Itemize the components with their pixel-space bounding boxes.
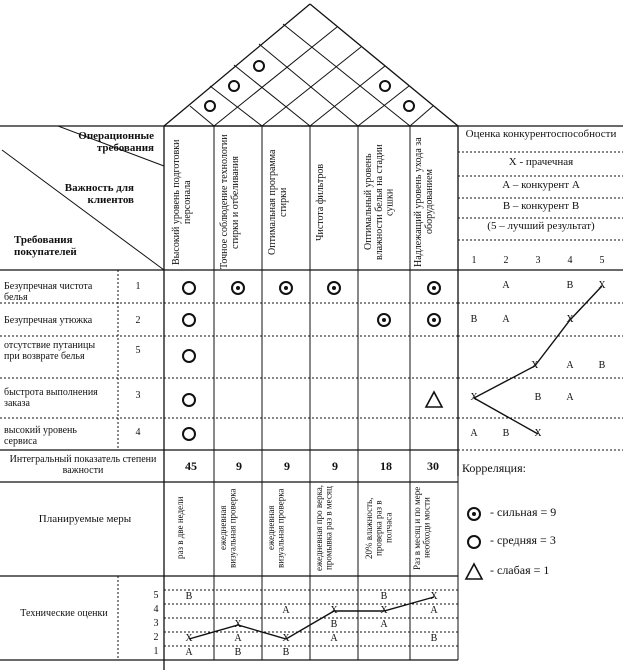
planned-measure-2: ежедневная визуальная проверка [218, 488, 238, 568]
strong-correlation-symbol [231, 281, 245, 295]
technical-mark: А [430, 605, 438, 616]
technical-scale-tick: 1 [153, 646, 159, 657]
scale-tick: 4 [567, 255, 573, 266]
competitiveness-mark: X [566, 314, 574, 325]
column-header-5: Оптимальный уровень влажности белья на стадии сушки [363, 144, 396, 260]
roof-correlation-symbol [253, 60, 265, 72]
legend-best-result: (5 – лучший результат) [487, 220, 595, 232]
roof-lattice-line [234, 65, 310, 126]
row-weight-2: 2 [135, 315, 141, 326]
integral-value-6: 30 [427, 459, 439, 473]
competitiveness-mark: В [534, 392, 542, 403]
roof-lattice-line [358, 86, 409, 126]
medium-correlation-symbol [182, 281, 196, 295]
legend-competitor-b: В – конкурент В [502, 200, 580, 212]
roof-correlation-symbol [228, 80, 240, 92]
technical-mark: А [330, 633, 338, 644]
legend-label: - средняя = 3 [490, 533, 556, 547]
column-header-4: Чистота фильтров [315, 163, 326, 241]
technical-mark: X [380, 605, 388, 616]
legend-strong-symbol [467, 507, 481, 521]
competitiveness-mark: А [566, 392, 574, 403]
strong-correlation-symbol [377, 313, 391, 327]
strong-correlation-symbol [427, 313, 441, 327]
legend-mid-symbol [467, 535, 481, 549]
planned-measure-6: Раз в месяц и по мере необходи мости [412, 486, 432, 570]
integral-label: Интегральный показатель степени важности [9, 454, 157, 476]
legend-laundry: X - прачечная [508, 156, 574, 168]
legend-label: - слабая = 1 [490, 563, 550, 577]
scale-tick: 2 [503, 255, 509, 266]
roof-correlation-symbol [379, 80, 391, 92]
planned-measure-4: ежедневная про верка, промывка раз в месяц [314, 484, 334, 572]
technical-scale-tick: 3 [153, 618, 159, 629]
roof-lattice-line [214, 27, 337, 126]
technical-assessments-label: Технические оценки [20, 608, 108, 619]
technical-mark: X [282, 633, 290, 644]
row-label-5: высокий уровень сервиса [4, 425, 77, 447]
integral-value-1: 45 [185, 459, 197, 473]
legend-weak-symbol [466, 564, 482, 579]
technical-mark: X [234, 619, 242, 630]
strong-correlation-symbol [279, 281, 293, 295]
technical-mark: А [282, 605, 290, 616]
technical-mark: X [185, 633, 193, 644]
roof-correlation-symbol [403, 100, 415, 112]
competitiveness-mark: В [566, 280, 574, 291]
competitiveness-mark: В [502, 428, 510, 439]
scale-tick: 5 [599, 255, 605, 266]
customer-requirements-label: Требования покупателей [14, 234, 77, 258]
planned-measure-3: ежедневная визуальная проверка [266, 488, 286, 568]
competitiveness-mark: X [598, 280, 606, 291]
importance-label: Важность для клиентов [64, 182, 134, 206]
technical-mark: А [185, 647, 193, 658]
legend-label: - сильная = 9 [490, 505, 557, 519]
competitiveness-mark: X [470, 392, 478, 403]
planned-measure-5: 20% влажность, проверка раз в полчаса [364, 497, 394, 559]
integral-value-2: 9 [236, 459, 242, 473]
medium-correlation-symbol [182, 349, 196, 363]
competitiveness-mark: X [531, 360, 539, 371]
integral-value-5: 18 [380, 459, 392, 473]
column-header-6: Надлежащий уровень ухода за оборудованием [413, 137, 435, 267]
competitiveness-mark: А [502, 314, 510, 325]
competitiveness-mark: А [470, 428, 478, 439]
technical-mark: А [380, 619, 388, 630]
scale-tick: 3 [535, 255, 541, 266]
medium-correlation-symbol [182, 393, 196, 407]
technical-scale-tick: 2 [153, 632, 159, 643]
row-label-2: Безупречная утюжка [4, 315, 93, 326]
technical-mark: В [234, 647, 242, 658]
scale-tick: 1 [471, 255, 477, 266]
column-header-2: Точное соблюдение технологии стирки и отбеливания [219, 134, 241, 270]
competitiveness-title: Оценка конкурентоспособности [465, 128, 617, 140]
row-label-1: Безупречная чистота белья [4, 281, 93, 303]
correlation-title: Корреляция: [462, 461, 526, 475]
legend-competitor-a: А – конкурент А [502, 179, 580, 191]
roof-lattice-line [283, 24, 410, 126]
technical-mark: А [234, 633, 242, 644]
planned-measures-label: Планируемые меры [38, 513, 132, 525]
operational-requirements-label: Операционные требования [78, 130, 154, 154]
competitiveness-mark: А [566, 360, 574, 371]
strong-correlation-symbol [427, 281, 441, 295]
technical-scale-tick: 5 [153, 590, 159, 601]
technical-mark: В [380, 591, 388, 602]
competitiveness-mark: В [598, 360, 606, 371]
row-weight-3: 5 [135, 345, 141, 356]
roof-lattice-line [259, 44, 358, 126]
integral-value-3: 9 [284, 459, 290, 473]
medium-correlation-symbol [182, 313, 196, 327]
row-weight-5: 4 [135, 427, 141, 438]
technical-mark: В [430, 633, 438, 644]
strong-correlation-symbol [327, 281, 341, 295]
technical-scale-tick: 4 [153, 604, 159, 615]
roof-correlation-symbol [204, 100, 216, 112]
row-label-4: быстрота выполнения заказа [4, 387, 98, 409]
medium-correlation-symbol [182, 427, 196, 441]
competitiveness-mark: А [502, 280, 510, 291]
roof-lattice-line [210, 86, 262, 126]
competitiveness-mark: X [534, 428, 542, 439]
row-weight-4: 3 [135, 390, 141, 401]
column-header-3: Оптимальная программа стирки [267, 149, 289, 255]
row-weight-1: 1 [135, 281, 141, 292]
weak-correlation-symbol [426, 392, 442, 407]
technical-mark: В [282, 647, 290, 658]
technical-mark: X [330, 605, 338, 616]
technical-mark: В [185, 591, 193, 602]
column-header-1: Высокий уровень подготовки персонала [171, 139, 193, 265]
technical-mark: X [430, 591, 438, 602]
planned-measure-1: раз в две недели [175, 496, 185, 560]
row-label-3: отсутствие путаницы при возврате белья [4, 340, 96, 362]
competitiveness-mark: В [470, 314, 478, 325]
technical-mark: В [330, 619, 338, 630]
integral-value-4: 9 [332, 459, 338, 473]
